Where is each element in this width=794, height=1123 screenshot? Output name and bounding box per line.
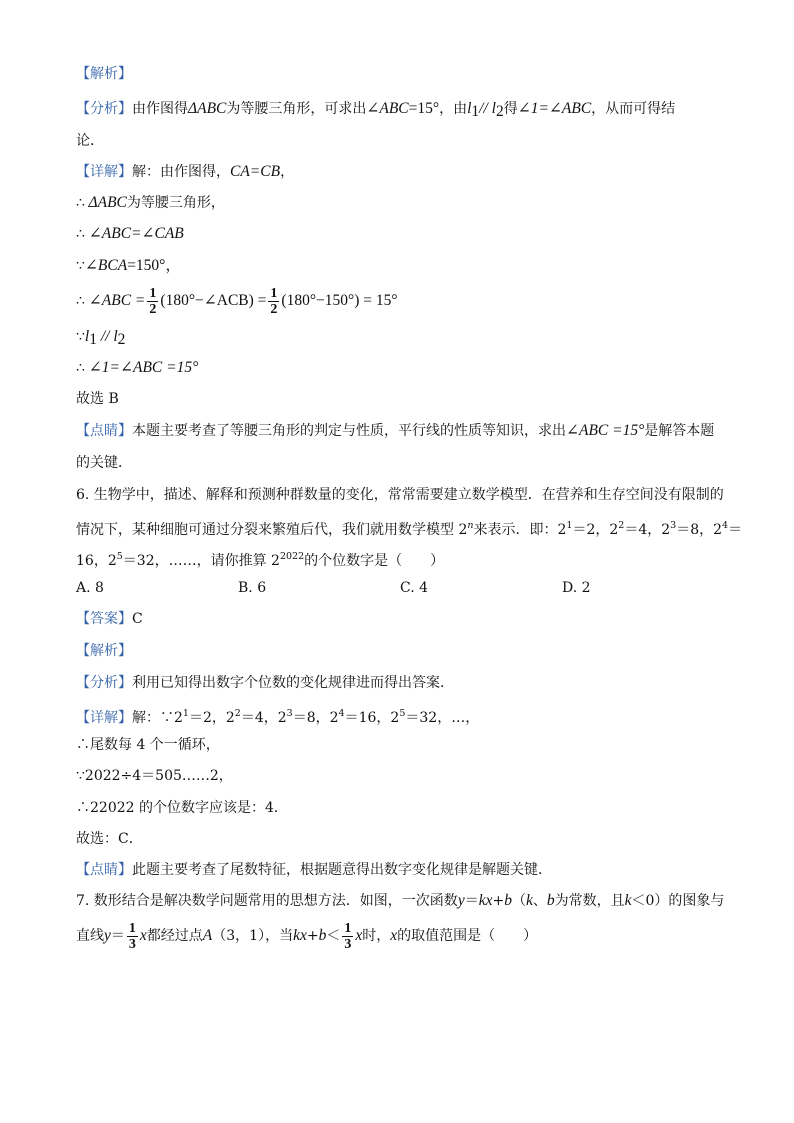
fraction-half xyxy=(147,286,158,317)
text: 情况下，某种细胞可通过分裂来繁殖后代，我们就用数学模型 2 xyxy=(76,522,468,538)
math-value: =150°， xyxy=(127,257,181,274)
tag-fenxi: 【分析】 xyxy=(76,675,132,691)
text: ＝2，2 xyxy=(188,710,235,726)
fraction-numerator: 1 xyxy=(270,285,278,301)
text: ＝32，…， xyxy=(405,710,480,726)
superscript: 4 xyxy=(338,708,345,719)
text: + xyxy=(306,928,319,944)
text: ，由 xyxy=(439,101,468,117)
math-var: b xyxy=(318,927,327,944)
superscript: 5 xyxy=(116,551,123,562)
text: 解：∵2 xyxy=(132,710,183,726)
step-2 xyxy=(76,224,184,244)
text: 故选 B xyxy=(76,391,119,407)
math-var: x xyxy=(355,927,363,944)
superscript: 3 xyxy=(670,520,677,531)
math-var: kx xyxy=(478,892,493,909)
tag-xiangjie: 【详解】 xyxy=(76,164,132,180)
step-3 xyxy=(76,256,181,276)
text: 都经过点 xyxy=(146,928,203,944)
text: ＝8，2 xyxy=(292,710,339,726)
q6-xiangjie-2 xyxy=(76,735,220,755)
text: ，从而可得结 xyxy=(591,101,676,117)
text: ＜ xyxy=(326,928,341,944)
text: ＝32，……，请你推算 2 xyxy=(122,553,280,569)
q6-options xyxy=(76,578,724,598)
text: 此题主要考查了尾数特征，根据题意得出数字变化规律是解题关键． xyxy=(132,862,552,878)
text: 本题主要考查了等腰三角形的判定与性质，平行线的性质等知识，求出 xyxy=(132,423,566,439)
fraction-numerator: 1 xyxy=(344,920,352,936)
option-d[interactable]: D. 2 xyxy=(562,580,591,596)
math-angle-eq: ∠1=∠ABC =15° xyxy=(84,359,199,376)
therefore-symbol: ∴ xyxy=(76,195,85,211)
therefore-symbol: ∴ xyxy=(76,226,85,242)
option-b[interactable]: B. 6 xyxy=(238,580,267,596)
text: ＝8，2 xyxy=(676,522,723,538)
math-angle: ∠BCA xyxy=(84,257,128,274)
because-symbol: ∵ xyxy=(76,258,85,274)
option-a[interactable]: A. 8 xyxy=(76,580,104,596)
tag-daan: 【答案】 xyxy=(76,611,132,627)
superscript: 5 xyxy=(399,708,406,719)
analysis-heading xyxy=(76,64,132,84)
therefore-symbol: ∴ xyxy=(76,360,85,376)
fraction-denominator: 3 xyxy=(128,936,136,952)
q6-xiangjie-4 xyxy=(76,798,288,818)
math-triangle: ΔABC xyxy=(188,100,227,117)
text: 、 xyxy=(532,893,547,909)
math-parallel: // l xyxy=(96,328,118,345)
text: ， xyxy=(280,164,295,180)
tag-dianjing: 【点睛】 xyxy=(76,423,132,439)
fenxi-line-1 xyxy=(76,99,675,122)
q6-fenxi xyxy=(76,673,454,693)
therefore-symbol: ∴ xyxy=(76,293,85,309)
text: 论． xyxy=(76,133,104,149)
text: 解：由作图得， xyxy=(132,164,230,180)
text: ＝4，2 xyxy=(240,710,287,726)
text: 时， xyxy=(362,928,391,944)
q6-line-3 xyxy=(76,547,444,571)
text: 为等腰三角形， xyxy=(126,195,225,211)
text: 由作图得 xyxy=(132,101,188,117)
q6-xiangjie-1 xyxy=(76,704,479,728)
text: ∴尾数每 4 个一循环， xyxy=(76,737,220,753)
math-var: x xyxy=(390,927,398,944)
math-l: l xyxy=(84,328,90,345)
math-sub: 1 xyxy=(471,103,480,120)
step-6 xyxy=(76,358,198,378)
math-parallel: // l xyxy=(479,100,496,117)
answer-value: C xyxy=(132,611,143,627)
text: ＝ xyxy=(464,893,479,909)
math-var: kx xyxy=(293,927,307,944)
math-value: =15° xyxy=(408,100,440,117)
text: 直线 xyxy=(76,928,104,944)
fenxi-line-2 xyxy=(76,131,104,151)
text: ∵2022÷4＝505……2， xyxy=(76,768,233,784)
dianjing-line-2 xyxy=(76,453,132,473)
text: ＝ xyxy=(110,928,125,944)
text: ＝16，2 xyxy=(344,710,400,726)
text: 7. 数形结合是解决数学问题常用的思想方法．如图，一次函数 xyxy=(76,893,458,909)
tag-dianjing: 【点睛】 xyxy=(76,862,132,878)
dianjing-line-1 xyxy=(76,421,714,441)
text: ∴22022 的个位数字应该是：4． xyxy=(76,800,288,816)
superscript: 1 xyxy=(182,708,189,719)
math-var: b xyxy=(546,892,555,909)
math-var: k xyxy=(624,892,632,909)
q6-jiexi xyxy=(76,641,132,661)
q6-line-2 xyxy=(76,516,742,540)
superscript: 3 xyxy=(286,708,293,719)
tag-jiexi: 【解析】 xyxy=(76,643,132,659)
math-expression: (180°−150°) = 15° xyxy=(281,292,398,309)
text: 16，2 xyxy=(76,553,117,569)
math-var: A xyxy=(202,927,213,944)
math-var: k xyxy=(525,892,533,909)
text: 的关键． xyxy=(76,455,132,471)
math-angle: ∠ABC xyxy=(366,100,409,117)
fraction-third xyxy=(342,921,353,952)
q6-xiangjie-3 xyxy=(76,766,233,786)
text: 为等腰三角形，可求出 xyxy=(226,101,367,117)
text: 为常数，且 xyxy=(554,893,625,909)
tag-xiangjie: 【详解】 xyxy=(76,710,132,726)
math-sub: 1 xyxy=(89,331,97,348)
math-angle-eq: ∠1=∠ABC xyxy=(517,100,592,117)
text: 利用已知得出数字个位数的变化规律进而得出答案． xyxy=(132,675,454,691)
math-sub: 2 xyxy=(117,331,126,348)
q6-answer xyxy=(76,609,143,629)
superscript: 4 xyxy=(722,520,729,531)
text: 6. 生物学中，描述、解释和预测种群数量的变化，常常需要建立数学模型．在营养和生存空间没有限制的 xyxy=(76,487,724,503)
step-1 xyxy=(76,193,225,213)
because-symbol: ∵ xyxy=(76,329,85,345)
option-c[interactable]: C. 4 xyxy=(400,580,429,596)
math-sub: 2 xyxy=(495,103,504,120)
text: ＝4，2 xyxy=(624,522,671,538)
math-equation: CA=CB xyxy=(230,163,281,180)
q6-xiangjie-5 xyxy=(76,829,143,849)
superscript: 1 xyxy=(566,520,573,531)
superscript: 2022 xyxy=(279,551,305,562)
text: 得 xyxy=(503,101,518,117)
text: + xyxy=(492,893,505,909)
superscript: 2 xyxy=(618,520,625,531)
fraction-denominator: 2 xyxy=(270,301,278,317)
q6-line-1 xyxy=(76,485,724,505)
tag-fenxi: 【分析】 xyxy=(76,101,132,117)
text: 的个位数字是（ ） xyxy=(304,553,445,569)
text: 是解答本题 xyxy=(644,423,715,439)
answer-line xyxy=(76,389,119,409)
step-5 xyxy=(76,327,125,350)
math-var: y xyxy=(457,892,465,909)
fraction-numerator: 1 xyxy=(128,920,136,936)
math-angle-eq: ∠ABC =15° xyxy=(566,422,645,439)
text: ＜0）的图象与 xyxy=(631,893,725,909)
fraction-third xyxy=(127,921,138,952)
math-angle-eq: ∠ABC=∠CAB xyxy=(84,225,184,242)
math-var: y xyxy=(104,927,111,944)
q6-dianjing xyxy=(76,860,552,880)
math-expression: (180°−∠ACB) = xyxy=(160,292,267,309)
tag-jiexi: 【解析】 xyxy=(76,66,132,82)
text: 来表示．即：2 xyxy=(473,522,567,538)
text: ＝ xyxy=(728,522,743,538)
math-var: x xyxy=(139,927,147,944)
fraction-denominator: 2 xyxy=(149,301,157,317)
xiangjie-line xyxy=(76,162,294,182)
superscript: 2 xyxy=(234,708,241,719)
text: 的取值范围是（ ） xyxy=(397,928,538,944)
text: （3，1），当 xyxy=(212,928,294,944)
math-angle-eq: ∠ABC = xyxy=(84,292,146,309)
text: ＝2，2 xyxy=(572,522,619,538)
superscript: n xyxy=(467,520,474,531)
q7-line-1 xyxy=(76,891,724,911)
math-l: l xyxy=(467,100,472,117)
math-var: b xyxy=(504,892,512,909)
fraction-half xyxy=(268,286,279,317)
fraction-numerator: 1 xyxy=(149,285,157,301)
text: （ xyxy=(511,893,526,909)
step-4 xyxy=(76,284,398,318)
math-triangle: ΔABC xyxy=(84,194,127,211)
q7-line-2 xyxy=(76,918,537,954)
fraction-denominator: 3 xyxy=(344,936,352,952)
text: 故选：C． xyxy=(76,831,143,847)
